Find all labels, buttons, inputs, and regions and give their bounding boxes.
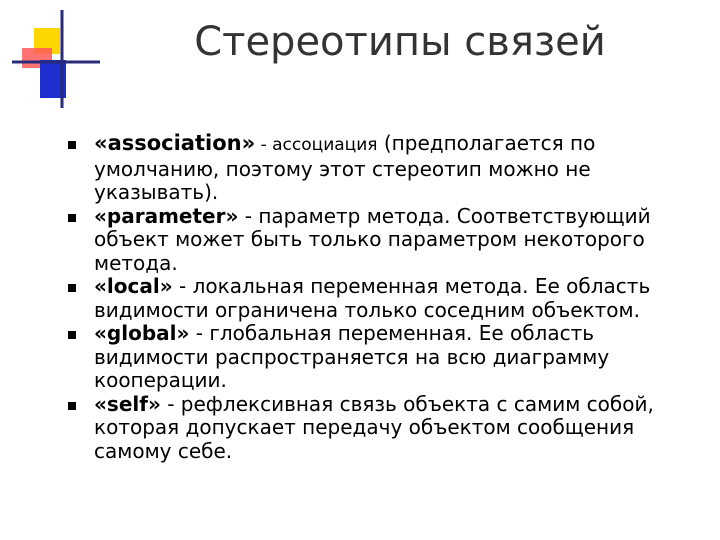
stereotype-term: «association»: [94, 131, 256, 155]
square-bullet-icon: [68, 331, 76, 339]
square-bullet-icon: [68, 402, 76, 410]
slide-logo-icon: [0, 0, 110, 110]
list-item: [60, 275, 700, 322]
square-bullet-icon: [68, 141, 76, 149]
page-title: Стереотипы связей: [194, 19, 606, 65]
square-bullet-icon: [68, 214, 76, 222]
stereotype-term: «self»: [94, 391, 161, 416]
square-bullet-icon: [68, 284, 76, 292]
bullet-list: [60, 132, 700, 463]
stereotype-description: (предполагается по умолчанию, поэтому этот стереотип можно не указывать).: [94, 131, 596, 204]
list-item: [60, 393, 700, 464]
list-item: [60, 322, 700, 393]
stereotype-description: - глобальная переменная. Ее область видимости распространяется на всю диаграмму кооперации.: [94, 321, 610, 392]
stereotype-term: «local»: [94, 274, 173, 298]
stereotype-description: - локальная переменная метода. Ее область видимости ограничена только соседним объектом.: [94, 274, 651, 322]
stereotype-description: - рефлексивная связь объекта с самим собой, которая допускает передачу объектом сообщения самому себе.: [94, 391, 654, 463]
list-item: [60, 132, 700, 205]
stereotype-term: «parameter»: [94, 203, 239, 228]
stereotype-term: «global»: [94, 321, 190, 345]
list-item: [60, 205, 700, 276]
stereotype-description: - параметр метода. Соответствующий объект может быть только параметром некоторого метода.: [94, 203, 651, 275]
stereotype-lead: - ассоциация: [255, 135, 378, 155]
